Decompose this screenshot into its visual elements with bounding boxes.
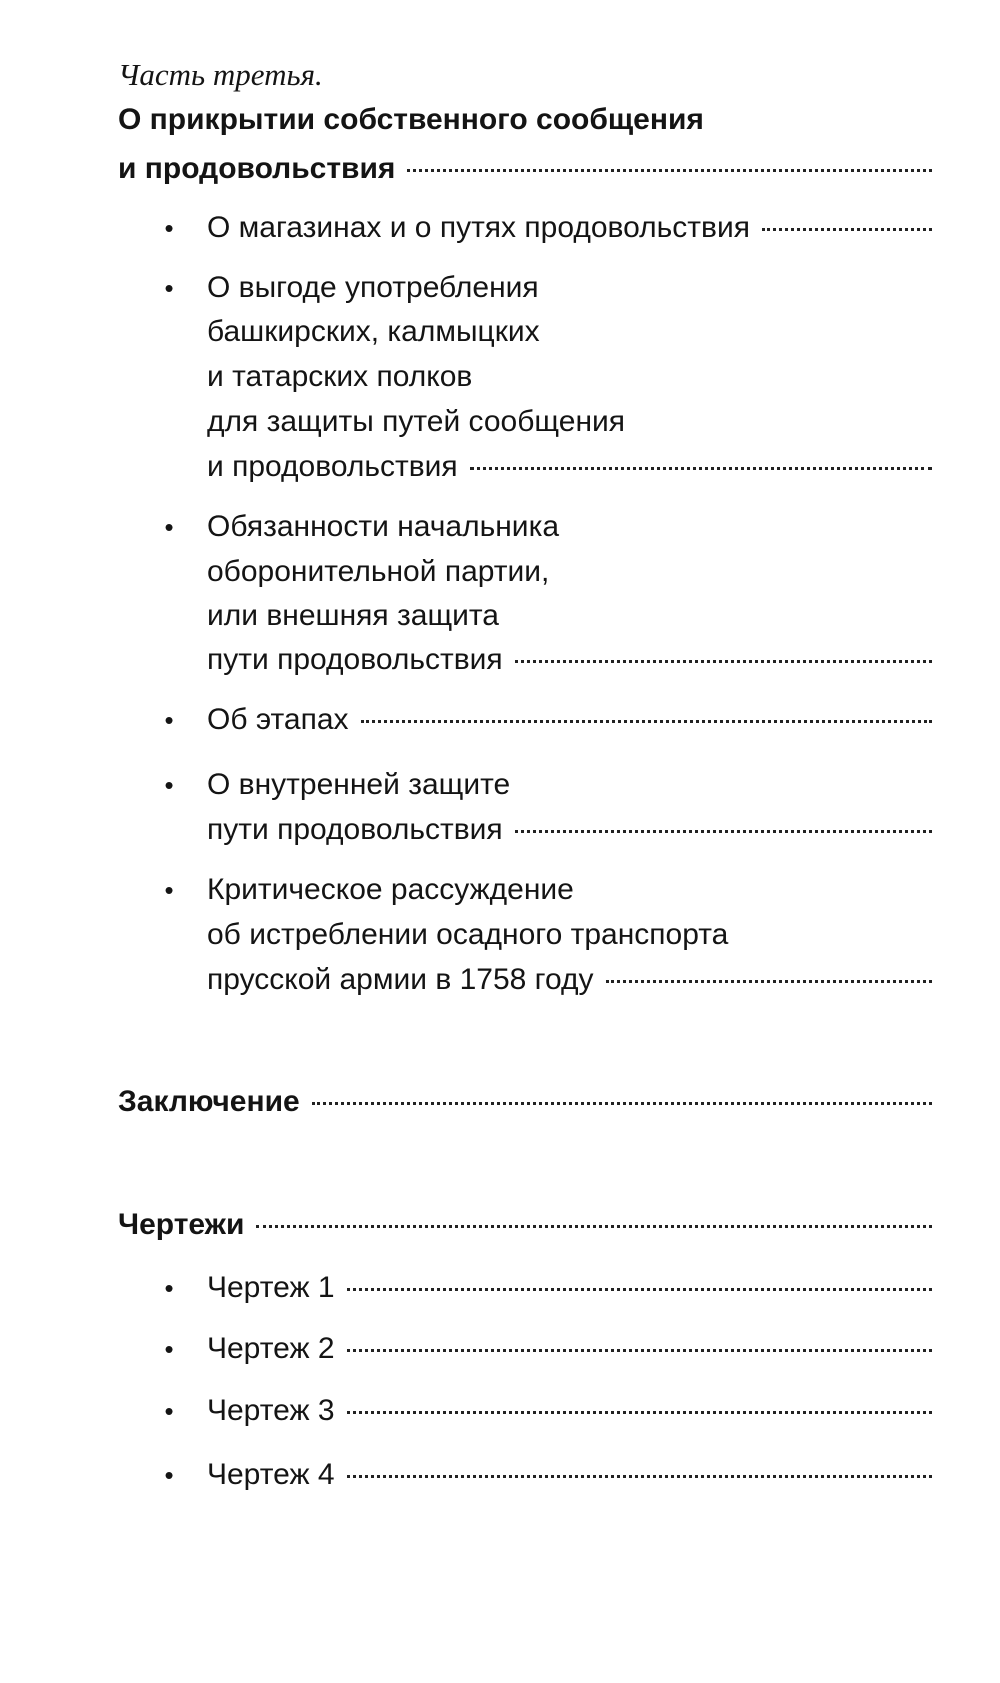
toc-entry[interactable] (207, 958, 932, 1002)
entry-text: Заключение (118, 1085, 300, 1118)
entry-text: О внутренней защите (207, 768, 511, 801)
part-label-text: Часть третья. (118, 57, 323, 92)
bullet-icon: • (164, 213, 174, 243)
bullet-icon: • (164, 1396, 174, 1426)
toc-entry-line (207, 310, 932, 354)
bullet-icon: • (164, 273, 174, 303)
leader-dots (347, 1475, 932, 1478)
leader-dots (762, 228, 932, 231)
entry-text: Чертеж 3 (207, 1394, 335, 1427)
entry-text: О выгоде употребления (207, 271, 539, 304)
entry-text: Чертеж 4 (207, 1458, 335, 1491)
entry-text: Критическое рассуждение (207, 873, 574, 906)
leader-dots (361, 720, 932, 723)
toc-entry[interactable] (207, 1389, 932, 1433)
entry-text: Чертеж 1 (207, 1271, 335, 1304)
leader-dots (407, 169, 932, 172)
bullet-icon: • (164, 770, 174, 800)
bullet-icon: • (164, 1334, 174, 1364)
toc-entry-line (207, 763, 932, 807)
toc-entry-line (207, 355, 932, 399)
entry-text: Чертежи (118, 1208, 245, 1241)
part-title-line (118, 147, 932, 191)
toc-entry[interactable] (207, 1266, 932, 1310)
entry-text: пути продовольствия (207, 813, 503, 846)
toc-entry-conclusion[interactable] (118, 1080, 932, 1124)
leader-dots (347, 1411, 932, 1414)
toc-entry[interactable] (207, 206, 932, 250)
entry-text: Обязанности начальника (207, 510, 560, 543)
leader-dots (515, 660, 932, 663)
entry-text: и татарских полков (207, 360, 473, 393)
entry-text: для защиты путей сообщения (207, 405, 626, 438)
entry-text: прусской армии в 1758 году (207, 963, 594, 996)
bullet-icon: • (164, 512, 174, 542)
leader-dots (256, 1225, 932, 1228)
entry-text: об истреблении осадного транспорта (207, 918, 729, 951)
part-title-text: и продовольствия (118, 152, 396, 185)
toc-entry-line (207, 505, 932, 549)
part-label (118, 53, 932, 97)
entry-text: и продовольствия (207, 450, 458, 483)
toc-entry-line (207, 400, 932, 444)
toc-entry-line (207, 913, 932, 957)
leader-dots (606, 980, 933, 983)
toc-entry[interactable] (207, 808, 932, 852)
bullet-icon: • (164, 875, 174, 905)
leader-dots (515, 830, 932, 833)
leader-dots (470, 467, 932, 470)
bullet-icon: • (164, 1460, 174, 1490)
bullet-icon: • (164, 1273, 174, 1303)
toc-entry-line (207, 594, 932, 638)
part-title-text: О прикрытии собственного сообщения (118, 103, 704, 136)
entry-text: Чертеж 2 (207, 1332, 335, 1365)
toc-entry-line (207, 868, 932, 912)
toc-entry[interactable] (207, 638, 932, 682)
entry-text: оборонительной партии, (207, 555, 550, 588)
entry-text: О магазинах и о путях продовольствия (207, 211, 750, 244)
entry-text: Об этапах (207, 703, 349, 736)
toc-entry[interactable] (207, 1453, 932, 1497)
part-title-line (118, 98, 932, 142)
toc-entry-line (207, 266, 932, 310)
leader-dots (347, 1288, 932, 1291)
leader-dots (347, 1349, 932, 1352)
bullet-icon: • (164, 705, 174, 735)
toc-entry-line (207, 550, 932, 594)
leader-dots (312, 1102, 932, 1105)
entry-text: или внешняя защита (207, 599, 499, 632)
entry-text: башкирских, калмыцких (207, 315, 540, 348)
toc-entry[interactable] (207, 698, 932, 742)
toc-entry[interactable] (207, 445, 932, 489)
toc-entry-drawings[interactable] (118, 1203, 932, 1247)
entry-text: пути продовольствия (207, 643, 503, 676)
toc-entry[interactable] (207, 1327, 932, 1371)
